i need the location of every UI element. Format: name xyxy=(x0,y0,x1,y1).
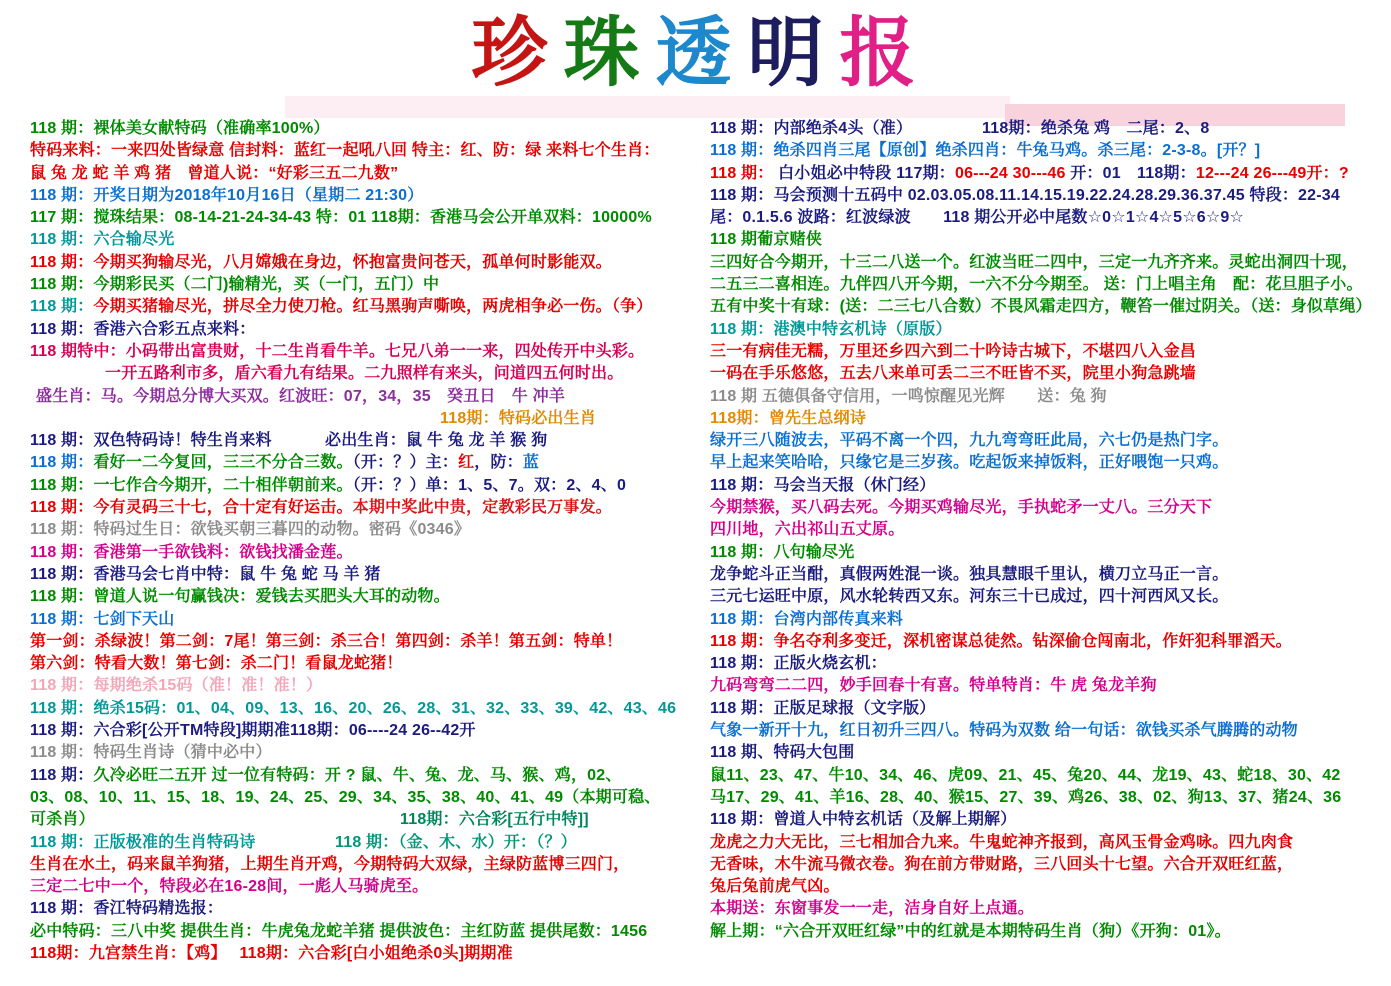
text-segment: 绝杀四肖：牛兔马鸡。杀三尾：2-3-8。[开？] xyxy=(935,142,1261,160)
text-line-right-group xyxy=(400,809,589,831)
text-segment: 解上期：“六合开双旺红绿”中的红就是本期特码生肖（狗）《开狗：01》。 xyxy=(710,922,1231,940)
text-line xyxy=(30,207,690,229)
text-line xyxy=(710,720,1382,742)
right-column xyxy=(710,118,1382,943)
text-segment: 118 期葡京赌侠 xyxy=(710,231,823,249)
text-line xyxy=(710,363,1382,385)
text-line xyxy=(710,631,1382,653)
text-segment: 盛生肖：马。今期总分博大买双。红波旺：07，34，35 癸丑日 牛 冲羊 xyxy=(36,387,566,405)
text-segment: 三元七运旺中原，风水轮转西又东。河东三十已成过，四十河西风又长。 xyxy=(710,588,1229,606)
text-line xyxy=(30,452,690,474)
text-line xyxy=(30,252,690,274)
text-segment: 118 期： xyxy=(30,454,94,472)
text-line xyxy=(30,586,690,608)
text-line xyxy=(710,341,1382,363)
text-line xyxy=(30,742,690,764)
text-line xyxy=(30,698,690,720)
text-segment: 118 期 五德俱备守信用，一鸣惊醒见光辉 送：兔 狗 xyxy=(710,387,1107,405)
text-segment: 118 期：开奖日期为2018年10月16日（星期二 21:30） xyxy=(30,186,424,204)
text-segment: 06---24 30---46 xyxy=(954,164,1071,182)
text-segment: 蓝 xyxy=(522,454,540,472)
text-line xyxy=(30,542,690,564)
text-segment: 118 期：马会当天报（休门经） xyxy=(710,476,936,494)
text-line xyxy=(30,118,690,140)
text-segment: 118期：特码必出生肖 xyxy=(440,409,597,427)
text-line-right-group xyxy=(335,832,577,854)
text-segment: 118 期：（金、木、水）开：（？） xyxy=(335,833,577,851)
text-line xyxy=(710,832,1382,854)
text-line xyxy=(710,765,1382,787)
text-segment: 二五三二喜相连。九伴四八开今期，一六不分今期至。 送：门上唱主角 配：花旦胆子小。 xyxy=(710,276,1363,294)
text-line xyxy=(30,363,690,385)
text-line xyxy=(710,653,1382,675)
text-segment: 118 期：七剑下天山 xyxy=(30,610,175,628)
text-segment: 龙虎之力大无比，三七相加合九来。牛鬼蛇神齐报到，高风玉骨金鸡咏。四九肉食 xyxy=(710,833,1294,851)
text-line xyxy=(30,386,690,408)
text-segment: 绿开三八随波去，平码不离一个四，九九弯弯旺此局，六七仍是热门字。 xyxy=(710,432,1229,450)
text-line xyxy=(30,163,690,185)
page-title xyxy=(0,6,1391,102)
title-char: 珠 xyxy=(563,12,644,96)
text-segment: 118 期：特码过生日：欲钱买朝三暮四的动物。密码《0346》 xyxy=(30,521,471,539)
text-line xyxy=(710,809,1382,831)
text-line xyxy=(710,898,1382,920)
text-segment: （开：？）单：1、5、7。双：2、4、0 xyxy=(352,476,627,494)
text-line xyxy=(710,229,1382,251)
text-segment: 一开五路利市多，盾六看九有结果。二九照样有来头，问道四五何时出。 xyxy=(105,365,624,383)
text-line xyxy=(30,341,690,363)
text-segment: 今期买狗输尽光，八月嫦娥在身边，怀抱富贵问苍天，孤单何时影能双。 xyxy=(93,253,612,271)
text-segment: 118期：绝杀兔 鸡 二尾：2、8 xyxy=(982,120,1210,137)
text-line xyxy=(710,408,1382,430)
text-segment: 早上起来笑哈哈，只缘它是三岁孩。吃起饭来掉饭料，正好喂饱一只鸡。 xyxy=(710,454,1229,472)
text-segment: 118 期：正版足球报（文字版） xyxy=(710,699,936,717)
text-line xyxy=(710,921,1382,943)
text-segment: 特码来料：一来四处皆绿意 信封料：蓝红一起吼八回 特主：红、防：绿 来料七个生肖： xyxy=(30,142,660,160)
text-segment: 白小姐必中特段 117期： xyxy=(778,164,955,182)
text-line xyxy=(710,163,1382,185)
text-line xyxy=(710,207,1382,229)
text-line xyxy=(710,876,1382,898)
text-line xyxy=(710,675,1382,697)
text-segment: 马17、29、41、羊16、28、40、猴15、27、39、鸡26、38、02、狗13、37、猪24、36 xyxy=(710,788,1342,806)
text-line xyxy=(710,475,1382,497)
text-segment: 本期中奖此中贵，定教彩民万事发。 xyxy=(352,499,612,517)
text-segment: 118 期特中：小码带出富贵财，十二生肖看牛羊。七兄八弟一一来，四处传开中头彩。 xyxy=(30,342,645,360)
text-line xyxy=(710,609,1382,631)
text-segment: 118 期：正版极准的生肖特码诗 xyxy=(30,833,256,851)
text-segment: 118 期：曾道人说一句赢钱决：爱钱去买肥头大耳的动物。 xyxy=(30,588,450,606)
text-line xyxy=(710,698,1382,720)
text-line xyxy=(30,475,690,497)
text-segment: 鼠11、23、47、牛10、34、46、虎09、21、45、兔20、44、龙19、43、蛇18、30、42 xyxy=(710,766,1341,784)
text-segment: 开：01 118期： xyxy=(1070,164,1196,182)
text-segment: ， xyxy=(474,454,491,472)
text-segment: 118期：六合彩[五行中特]] xyxy=(400,811,589,829)
text-segment: 118 期：今期彩民买（二门)输精光，买（一门，五门）中 xyxy=(30,276,440,294)
text-segment: 五有中奖十有球：(送：二三七八合数）不畏风霜走四方，鞭笞一催过阴关。（送：身似草绳） xyxy=(710,298,1372,316)
text-segment: （开：？）主： xyxy=(352,454,459,472)
text-line xyxy=(30,185,690,207)
text-segment: 无香味，木牛流马微衣卷。狗在前方带财路，三八回头十七望。六合开双旺红蓝， xyxy=(710,855,1294,873)
title-char: 珍 xyxy=(471,12,552,96)
text-segment: 118 期：八句输尽光 xyxy=(710,543,855,561)
text-segment: 兔后兔前虎气凶。 xyxy=(710,878,840,896)
text-segment: 118期：九宫禁生肖：【鸡】 118期：六合彩[白小姐绝杀0头]期期准 xyxy=(30,944,513,962)
text-segment: 118 期： xyxy=(30,298,94,316)
text-line xyxy=(710,742,1382,764)
left-column xyxy=(30,118,690,965)
text-line xyxy=(30,921,690,943)
text-line xyxy=(30,898,690,920)
text-segment: 今期禁猴，买八码去死。今期买鸡输尽光，手执蛇矛一丈八。三分天下 xyxy=(710,499,1213,517)
text-line xyxy=(710,586,1382,608)
text-segment: 气象一新开十九，红日初升三四八。特码为双数 给一句话：欲钱买杀气腾腾的动物 xyxy=(710,722,1298,740)
text-segment: 118 期：一七作合今期开，二十相伴朝前来。 xyxy=(30,476,353,494)
text-segment: 九码弯弯二二四，妙手回春十有喜。 xyxy=(710,677,970,695)
text-segment: 118 期： xyxy=(710,164,779,182)
text-segment: 可杀肖） xyxy=(30,811,95,829)
text-segment: 118 期：特码生肖诗（猜中必中） xyxy=(30,744,272,762)
text-segment: 118 期：六合输尽光 xyxy=(30,231,175,249)
text-segment: 鼠 兔 龙 蛇 羊 鸡 猪 曾道人说：“好彩三五二九数” xyxy=(30,164,399,182)
text-segment: 118 期： xyxy=(30,766,94,784)
text-segment: 118 期：港澳中特玄机诗（原版） xyxy=(710,320,952,338)
text-line xyxy=(710,319,1382,341)
text-segment: 尾：0.1.5.6 波路：红波绿波 118 期公开必中尾数☆0☆1☆4☆5☆6☆9☆ xyxy=(710,209,1245,227)
text-segment: 第一剑：杀绿波！第二剑：7尾！第三剑：杀三合！第四剑：杀羊！第五剑：特单！ xyxy=(30,632,623,650)
text-line xyxy=(30,720,690,742)
text-line xyxy=(710,787,1382,809)
text-line xyxy=(30,497,690,519)
text-line xyxy=(710,564,1382,586)
text-line xyxy=(30,296,690,318)
text-line xyxy=(30,943,690,965)
text-segment: 118 期：每期绝杀15码（准！准！准！） xyxy=(30,677,323,695)
text-line xyxy=(710,386,1382,408)
text-segment: 三一有病佳无糯，万里还乡四六到二十吟诗古城下，不堪四八入金昌 xyxy=(710,342,1197,360)
title-char: 透 xyxy=(655,12,736,96)
text-line xyxy=(710,430,1382,452)
text-segment: 第六剑：特看大数！第七剑：杀二门！看鼠龙蛇猪！ xyxy=(30,655,403,673)
text-segment: 三四好合今期开，十三二八送一个。红波当旺二四中，三定一九齐齐来。灵蛇出洞四十现， xyxy=(710,253,1359,271)
text-line xyxy=(710,185,1382,207)
text-line xyxy=(30,274,690,296)
text-segment: 118 期：双色特码诗！特生肖来料 xyxy=(30,432,272,450)
text-segment: 118 期： xyxy=(30,253,94,271)
text-line xyxy=(30,854,690,876)
text-segment: 红 xyxy=(458,454,475,472)
text-segment: 118 期：内部绝杀4头（准） xyxy=(710,120,913,137)
text-segment: 118 期：香江特码精选报： xyxy=(30,900,224,918)
text-segment: 118 期：六合彩[公开TM特段]期期准118期：06----24 26--42开 xyxy=(30,722,476,740)
text-line xyxy=(710,140,1382,162)
text-segment: 争名夺利多变迁，深机密谋总徒然。钻深偷仓闯南北，作奸犯科罪滔天。 xyxy=(773,632,1292,650)
text-segment: 118 期：曾道人中特玄机话（及解上期解） xyxy=(710,811,1017,829)
text-line xyxy=(30,675,690,697)
text-segment: 久冷必旺二五开 过一位有特码：开 ? 鼠、牛、兔、龙、马、猴、鸡，02、 xyxy=(93,766,622,784)
text-segment: 118 期：台湾内部传真来料 xyxy=(710,610,904,628)
text-segment: 12---24 26---49开：? xyxy=(1195,164,1349,182)
title-char: 明 xyxy=(747,12,828,96)
text-line xyxy=(30,140,690,162)
text-segment: 看好一二今复回，三三不分合三数。 xyxy=(93,454,353,472)
text-segment: 生肖在水土，码来鼠羊狗猪，上期生肖开鸡，今期特码大双绿，主绿防蓝博三四门， xyxy=(30,855,630,873)
text-line xyxy=(30,564,690,586)
text-line xyxy=(710,452,1382,474)
text-segment: 118 期： xyxy=(710,632,774,650)
text-segment: 118期：曾先生总纲诗 xyxy=(710,409,867,427)
text-segment: 今期买猪输尽光，拼尽全力使刀枪。红马黑驹声嘶唤，两虎相争必一伤。（争） xyxy=(93,298,653,316)
text-segment: 118 期：今有灵码三十七，合十定有好运击。 xyxy=(30,499,353,517)
text-segment: 龙争蛇斗正当酣，真假两姓混一谈。独具慧眼千里认，横刀立马正一言。 xyxy=(710,565,1229,583)
text-line xyxy=(30,319,690,341)
text-line xyxy=(710,118,1382,140)
text-segment: 必中特码：三八中奖 提供生肖：牛虎兔龙蛇羊猪 提供波色：主红防蓝 提供尾数：1456 xyxy=(30,922,648,940)
text-line xyxy=(30,229,690,251)
text-line xyxy=(30,430,690,452)
text-line xyxy=(710,542,1382,564)
text-line-right-group xyxy=(325,430,547,452)
text-segment: 03、08、10、11、15、18、19、24、25、29、34、35、38、40、41、49（本期可稳、 xyxy=(30,788,661,806)
text-segment: 118 期：香港六合彩五点来料： xyxy=(30,320,256,338)
text-segment: 一码在手乐悠悠，五去八来单可丢二三不旺皆不买，院里小狗急跳墙 xyxy=(710,365,1197,383)
text-line xyxy=(30,832,690,854)
text-segment: 118 期：正版火烧玄机： xyxy=(710,655,887,673)
text-segment: 118 期、特码大包围 xyxy=(710,744,855,762)
text-segment: 特单特肖：牛 虎 兔龙羊狗 xyxy=(969,677,1157,695)
text-line xyxy=(710,497,1382,519)
text-line xyxy=(710,274,1382,296)
text-line xyxy=(710,854,1382,876)
text-segment: 118 期：香港马会七肖中特：鼠 牛 兔 蛇 马 羊 猪 xyxy=(30,565,381,583)
text-segment: 118 期：裸体美女献特码（准确率100%） xyxy=(30,120,330,137)
text-line xyxy=(30,519,690,541)
text-line xyxy=(30,809,690,831)
text-segment: 本期送：东窗事发一一走，洁身自好上点通。 xyxy=(710,900,1035,918)
text-segment: 118 期：马会预测十五码中 02.03.05.08.11.14.15.19.22.24.28.29.36.37.45 特段：22-34 xyxy=(710,186,1340,204)
text-segment: 三定二七中一个，特段必在16-28间，一彪人马骑虎至。 xyxy=(30,878,429,896)
text-segment: 必出生肖：鼠 牛 兔 龙 羊 猴 狗 xyxy=(325,432,548,450)
text-line xyxy=(710,519,1382,541)
text-segment: 117 期：搅珠结果：08-14-21-24-34-43 特：01 118期：香港马会公开单双料：10000% xyxy=(30,209,652,227)
text-segment: 118 期：绝杀四肖三尾【原创】 xyxy=(710,142,936,160)
text-segment: 防： xyxy=(490,454,523,472)
text-line xyxy=(30,408,690,430)
text-line xyxy=(30,653,690,675)
text-line xyxy=(710,252,1382,274)
text-segment: 四川地，六出祁山五丈原。 xyxy=(710,521,905,539)
text-line xyxy=(710,296,1382,318)
text-segment: 118 期：香港第一手欲钱料：欲钱找潘金莲。 xyxy=(30,543,353,561)
text-line xyxy=(30,876,690,898)
text-line xyxy=(30,765,690,787)
text-segment: 118 期：绝杀15码：01、04、09、13、16、20、26、28、31、32、33、39、42、43、46 xyxy=(30,699,677,717)
title-char: 报 xyxy=(839,12,920,96)
text-line xyxy=(30,631,690,653)
text-line xyxy=(30,609,690,631)
text-line xyxy=(30,787,690,809)
text-line-right-group xyxy=(982,118,1209,140)
